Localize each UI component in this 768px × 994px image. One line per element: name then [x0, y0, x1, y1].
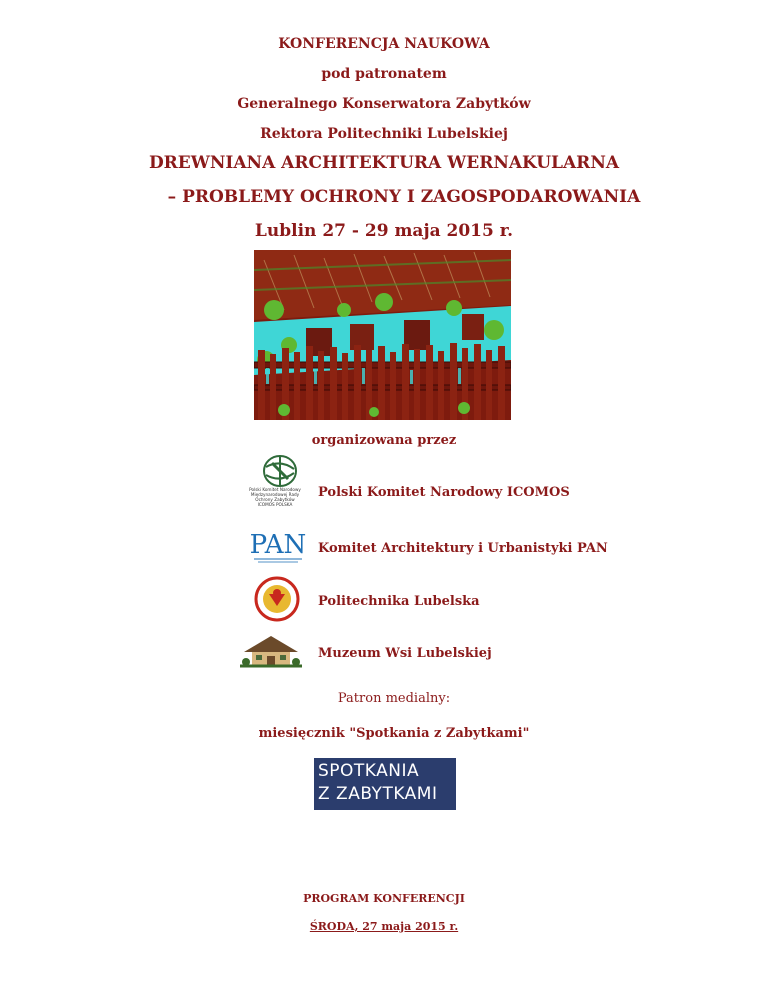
- conference-label: KONFERENCJA NAUKOWA: [278, 36, 490, 52]
- program-day-heading: ŚRODA, 27 maja 2015 r.: [309, 920, 459, 933]
- cottage-photo: [254, 250, 511, 420]
- conference-title-line2: – PROBLEMY OCHRONY I ZAGOSPODAROWANIA: [167, 187, 641, 207]
- organizer-museum: Muzeum Wsi Lubelskiej: [318, 646, 492, 661]
- organizer-politechnika: Politechnika Lubelska: [318, 594, 480, 609]
- spotkania-logo: [314, 758, 456, 810]
- conference-date: Lublin 27 - 29 maja 2015 r.: [254, 221, 514, 241]
- museum-cottage-icon: [238, 632, 304, 670]
- spotkania-logo-line2: Z ZABYTKAMI: [318, 784, 438, 804]
- program-heading: PROGRAM KONFERENCJI: [303, 892, 465, 905]
- organizer-pan: Komitet Architektury i Urbanistyki PAN: [318, 541, 608, 556]
- svg-text:PAN: PAN: [249, 530, 307, 560]
- politechnika-emblem-icon: [254, 576, 300, 622]
- conference-title-line1: DREWNIANA ARCHITEKTURA WERNAKULARNA: [148, 153, 620, 173]
- organizer-icomos: Polski Komitet Narodowy ICOMOS: [318, 485, 570, 500]
- icomos-logo-line2: Międzynarodowej Rady: [250, 492, 300, 497]
- patron-rector: Rektora Politechniki Lubelskiej: [260, 126, 508, 142]
- icomos-logo-line3: Ochrony Zabytków: [255, 497, 295, 502]
- pan-logo-icon: [248, 527, 308, 567]
- spotkania-logo-line1: SPOTKANIA: [318, 761, 420, 781]
- organized-by-label: organizowana przez: [311, 433, 457, 448]
- patronage-label: pod patronatem: [321, 66, 447, 82]
- magazine-name: miesięcznik "Spotkania z Zabytkami": [258, 726, 530, 741]
- icomos-logo-line4: ICOMOS POLSKA: [257, 502, 293, 507]
- patron-conservator: Generalnego Konserwatora Zabytków: [237, 96, 531, 112]
- icomos-logo-line1: Polski Komitet Narodowy: [249, 487, 301, 492]
- icomos-globe-icon: [244, 453, 306, 513]
- media-patron-label: Patron medialny:: [337, 691, 451, 706]
